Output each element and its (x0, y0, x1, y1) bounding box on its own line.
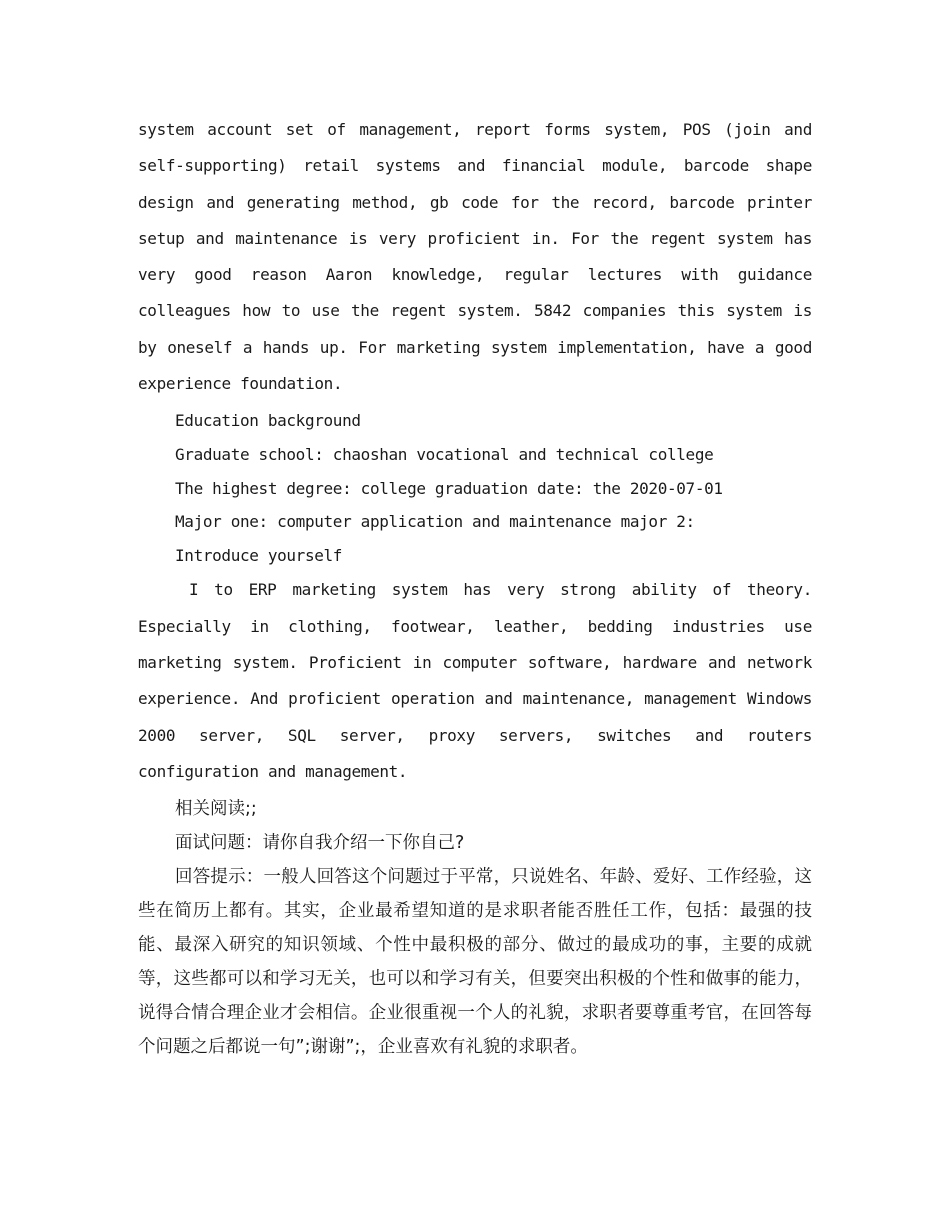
highest-degree-line: The highest degree: college graduation date: the 2020-07-01 (175, 478, 723, 498)
document-page (138, 112, 812, 1064)
related-reading-heading: 相关阅读;; (175, 799, 257, 820)
intro-paragraph: system account set of management, report forms system, POS (join and self-supporting) retail systems and financial module, barcode shape design and generating method, gb code for the record, barcode printer setup and maintenance is very proficient in. For the regent system has very good reason Aaron knowledge, regular lectures with guidance colleagues how to use the regent system. 5842 companies this system is by oneself a hands up. For marketing system implementation, have a good experience foundation. (138, 120, 812, 394)
introduce-heading: Introduce yourself (175, 545, 343, 565)
interview-question: 面试问题：请你自我介绍一下你自己? (175, 833, 465, 854)
introduce-paragraph: I to ERP marketing system has very strong ability of theory. Especially in clothing, footwear, leather, bedding industries use marketing system. Proficient in computer software, hardware and network experience. And proficient operation and maintenance, management Windows 2000 server, SQL server, proxy servers, switches and routers configuration and management. (138, 580, 812, 781)
answer-paragraph: 回答提示：一般人回答这个问题过于平常，只说姓名、年龄、爱好、工作经验，这些在简历上都有。其实，企业最希望知道的是求职者能否胜任工作，包括：最强的技能、最深入研究的知识领域、个性中最积极的部分、做过的最成功的事，主要的成就等，这些都可以和学习无关，也可以和学习有关，但要突出积极的个性和做事的能力，说得合情合理企业才会相信。企业很重视一个人的礼貌，求职者要尊重考官，在回答每个问题之后都说一句”;谢谢”;，企业喜欢有礼貌的求职者。 (138, 867, 812, 1058)
graduate-school-line: Graduate school: chaoshan vocational and technical college (175, 444, 714, 464)
major-line: Major one: computer application and maintenance major 2: (175, 512, 695, 532)
education-heading: Education background (175, 411, 361, 431)
